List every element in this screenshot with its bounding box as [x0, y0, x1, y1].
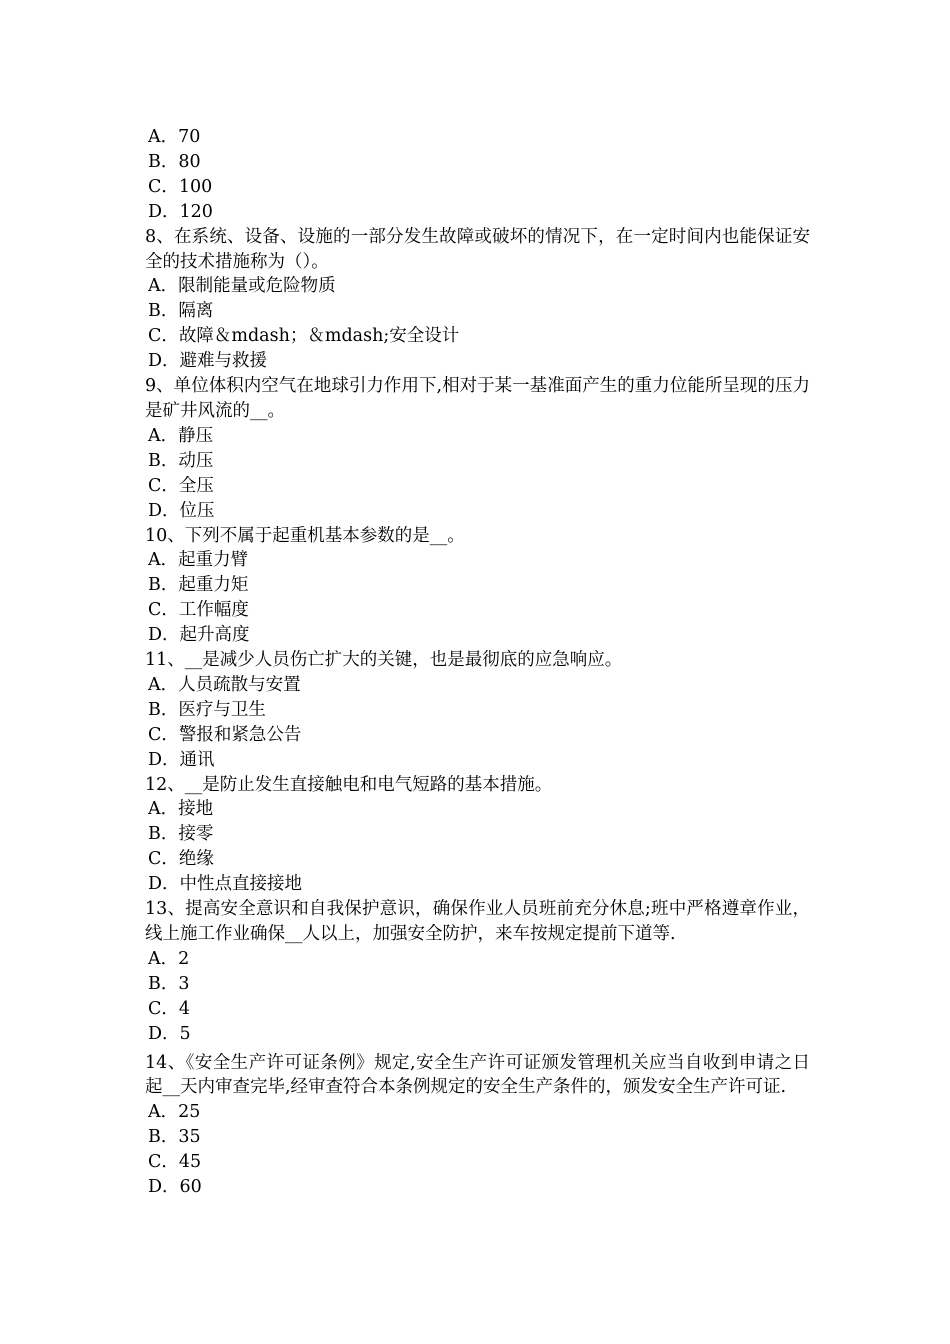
option-item: C．故障＆mdash；＆mdash;安全设计 — [148, 326, 460, 347]
option-item: B．3 — [148, 973, 190, 994]
option-item: B．接零 — [148, 824, 214, 845]
option-item: C．4 — [148, 998, 191, 1019]
option-item: A．起重力臂 — [148, 550, 249, 571]
option-item: A．接地 — [148, 799, 214, 820]
option-item: A．静压 — [148, 425, 214, 446]
option-item: C．100 — [148, 176, 213, 197]
option-item: D．位压 — [148, 500, 215, 521]
question-8: 8、在系统、设备、设施的一部分发生故障或破坏的情况下，在一定时间内也能保证安全的技术措施称为（）。 — [145, 226, 810, 272]
option-item: C．绝缘 — [148, 849, 214, 870]
option-item: B．医疗与卫生 — [148, 699, 266, 720]
option-item: B．80 — [148, 151, 201, 172]
option-item: D．中性点直接接地 — [148, 874, 303, 895]
question-13: 13、提高安全意识和自我保护意识，确保作业人员班前充分休息;班中严格遵章作业，线上施工作业确保__人以上，加强安全防护，来车按规定提前下道等. — [145, 899, 810, 944]
option-item: B．隔离 — [148, 301, 214, 322]
option-item: C．全压 — [148, 475, 214, 496]
option-item: C．工作幅度 — [148, 600, 249, 621]
option-item: B．35 — [148, 1127, 201, 1148]
option-item: D．通讯 — [148, 749, 215, 770]
option-item: A．人员疏散与安置 — [148, 674, 301, 695]
document-page — [145, 125, 810, 1200]
question-11: 11、__是减少人员伤亡扩大的关键，也是最彻底的应急响应。 — [145, 650, 623, 671]
option-item: D．避难与救援 — [148, 351, 268, 372]
question-14: 14、《安全生产许可证条例》规定,安全生产许可证颁发管理机关应当自收到申请之日起__天内审查完毕,经审查符合本条例规定的安全生产条件的，颁发安全生产许可证. — [145, 1052, 810, 1098]
question-10: 10、下列不属于起重机基本参数的是__。 — [145, 525, 465, 546]
option-item: A．25 — [148, 1102, 201, 1123]
option-item: C．45 — [148, 1152, 202, 1173]
option-item: A．限制能量或危险物质 — [148, 276, 336, 297]
question-9: 9、单位体积内空气在地球引力作用下,相对于某一基准面产生的重力位能所呈现的压力是矿井风流的__。 — [145, 376, 810, 421]
question-12: 12、__是防止发生直接触电和电气短路的基本措施。 — [145, 774, 553, 795]
option-item: D．60 — [148, 1177, 202, 1198]
option-item: B．动压 — [148, 450, 214, 471]
option-item: D．5 — [148, 1023, 191, 1044]
option-item: A．2 — [148, 948, 190, 969]
option-item: B．起重力矩 — [148, 575, 249, 596]
option-item: D．起升高度 — [148, 625, 250, 646]
option-item: A．70 — [148, 127, 201, 147]
option-item: D．120 — [148, 201, 213, 222]
option-item: C．警报和紧急公告 — [148, 724, 302, 745]
